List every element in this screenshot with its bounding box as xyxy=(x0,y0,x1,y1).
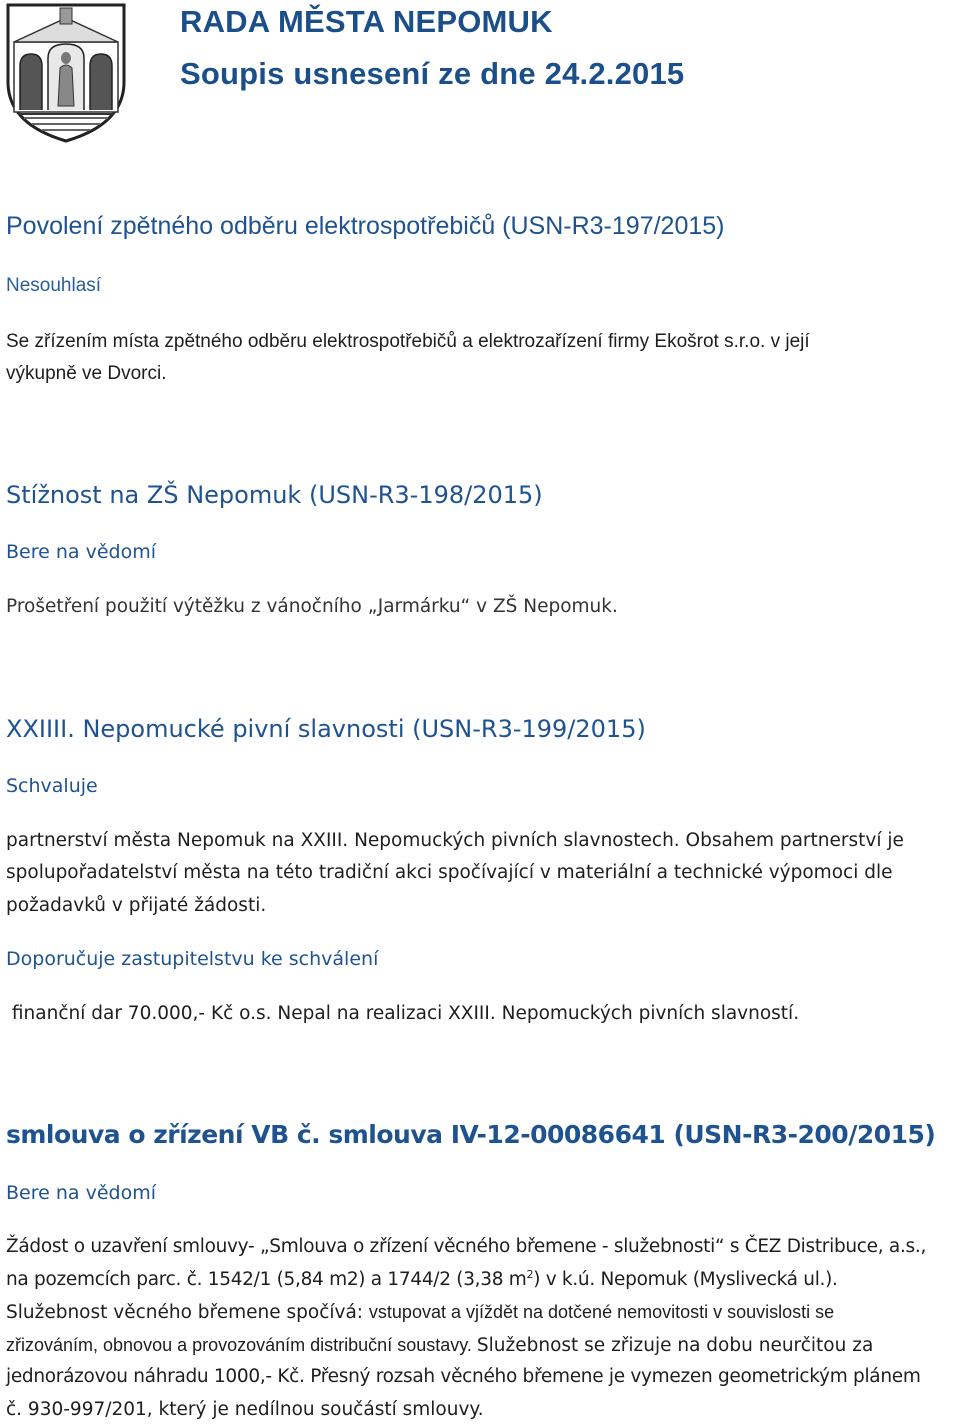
section-4-decision: Bere na vědomí xyxy=(6,1182,156,1204)
section-4-text-line xyxy=(6,1301,834,1323)
section-1-text-line: výkupně ve Dvorci. xyxy=(6,363,167,384)
section-3-text-line: partnerství města Nepomuk na XXIII. Nepomuckých pivních slavnostech. Obsahem partnerství je xyxy=(6,830,904,851)
town-crest-logo xyxy=(4,2,128,144)
section-1-title: Povolení zpětného odběru elektrospotřebičů (USN-R3-197/2015) xyxy=(6,212,725,240)
section-4-text-part: Služebnost věcného břemene spočívá: xyxy=(6,1302,369,1323)
section-3-text-line: spolupořadatelství města na této tradiční akci spočívající v materiální a technické výpomoci dle xyxy=(6,862,893,883)
superscript: 2 xyxy=(526,1268,534,1281)
section-3-text-line: finanční dar 70.000,- Kč o.s. Nepal na realizaci XXIII. Nepomuckých pivních slavností. xyxy=(6,1003,800,1024)
section-3-decision: Schvaluje xyxy=(6,775,98,797)
section-4-text-line xyxy=(6,1268,838,1290)
section-4-text-line: Žádost o uzavření smlouvy- „Smlouva o zřízení věcného břemene - služebnosti“ s ČEZ Distribuce, a.s., xyxy=(6,1236,927,1257)
section-3-text-line: požadavků v přijaté žádosti. xyxy=(6,895,267,916)
section-2-decision: Bere na vědomí xyxy=(6,541,156,563)
section-4-text-part: na pozemcích parc. č. 1542/1 (5,84 m2) a 1744/2 (3,38 m xyxy=(6,1269,527,1291)
section-4-title: smlouva o zřízení VB č. smlouva IV-12-00086641 (USN-R3-200/2015) xyxy=(6,1120,936,1149)
section-2-title: Stížnost na ZŠ Nepomuk (USN-R3-198/2015) xyxy=(6,481,543,509)
section-3-decision-2: Doporučuje zastupitelstvu ke schválení xyxy=(6,948,379,970)
section-4-text-line: č. 930-997/201, který je nedílnou součástí smlouvy. xyxy=(6,1399,484,1420)
section-4-text-line xyxy=(6,1334,873,1356)
document-title: Soupis usnesení ze dne 24.2.2015 xyxy=(180,56,685,91)
section-4-text-part: Služebnost se zřizuje na dobu neurčitou za xyxy=(476,1335,874,1356)
section-4-text-line: jednorázovou náhradu 1000,- Kč. Přesný rozsah věcného břemene je vymezen geometrickým plánem xyxy=(6,1366,921,1387)
section-3-title: XXIIII. Nepomucké pivní slavnosti (USN-R3-199/2015) xyxy=(6,715,646,743)
section-1-text-line: Se zřízením místa zpětného odběru elektrospotřebičů a elektrozařízení firmy Ekošrot s.r.o. v její xyxy=(6,331,810,352)
council-title: RADA MĚSTA NEPOMUK xyxy=(180,4,553,39)
section-4-text-part: zřizováním, obnovou a provozováním distribuční soustavy. xyxy=(6,1335,477,1355)
section-2-text-line: Prošetření použití výtěžku z vánočního „Jarmárku“ v ZŠ Nepomuk. xyxy=(6,596,618,617)
section-1-decision: Nesouhlasí xyxy=(6,275,102,296)
section-4-text-part: vstupovat a vjíždět na dotčené nemovitosti v souvislosti se xyxy=(368,1302,835,1322)
section-4-text-part: ) v k.ú. Nepomuk (Myslivecká ul.). xyxy=(533,1269,838,1291)
